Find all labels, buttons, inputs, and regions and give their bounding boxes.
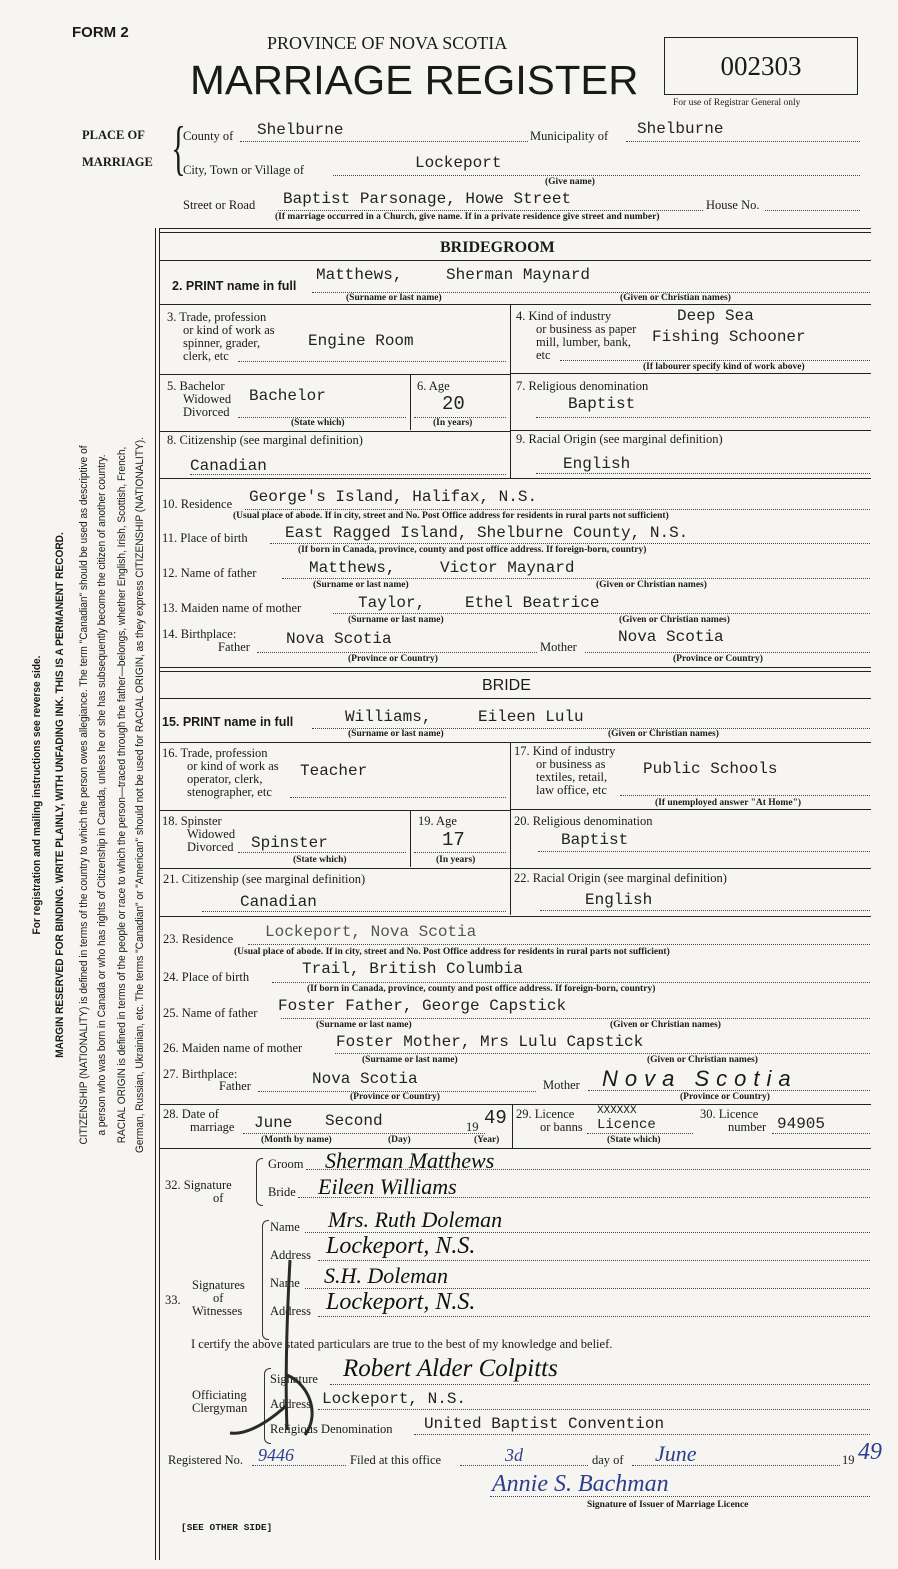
labourer-note: (If labourer specify kind of work above) (643, 362, 805, 372)
year-prefix: 19 (842, 1453, 855, 1467)
groom-mother-surname: Taylor, (358, 594, 426, 612)
licence-or-banns: Licence (597, 1117, 656, 1133)
bride-status-label: 18. Spinster (162, 814, 222, 828)
state-which-note: (State which) (293, 855, 347, 865)
bride-residence-label: 23. Residence (163, 932, 234, 946)
province-note: (Province or Country) (348, 654, 438, 664)
groom-birthplace-label: 11. Place of birth (162, 531, 248, 545)
registrar-number-box: 002303 (664, 37, 858, 95)
label-line: Widowed (187, 827, 236, 841)
state-which-note: (State which) (291, 418, 345, 428)
bride-father-label: 25. Name of father (163, 1006, 258, 1020)
margin-line-instructions: For registration and mailing instructions see reverse side. (31, 655, 43, 935)
bride-age-label: 19. Age (418, 814, 457, 828)
bride-surname: Williams, (345, 708, 432, 726)
filed-month: June (655, 1441, 697, 1466)
label-line: or kind of work as (183, 323, 275, 337)
groom-religion: Baptist (568, 395, 636, 413)
surname-note: (Surname or last name) (346, 293, 442, 303)
witness2-address-label: Address (270, 1304, 311, 1318)
label-line: Divorced (183, 405, 230, 419)
month-note: (Month by name) (261, 1135, 332, 1145)
witness2-name-label: Name (270, 1276, 300, 1290)
groom-name-label: 2. PRINT name in full (172, 279, 297, 293)
surname-note: (Surname or last name) (348, 729, 444, 739)
bride-father: Foster Father, George Capstick (278, 997, 567, 1015)
label-line: clerk, etc (183, 349, 229, 363)
label-line: or kind of work as (187, 759, 279, 773)
label-line: mill, lumber, bank, (536, 335, 631, 349)
bride-name-label: 15. PRINT name in full (162, 715, 294, 729)
groom-surname: Matthews, (316, 266, 403, 284)
groom-residence: George's Island, Halifax, N.S. (249, 488, 538, 506)
bride-industry: Public Schools (643, 760, 778, 778)
year-prefix: 19 (466, 1120, 479, 1134)
county-value: Shelburne (257, 121, 344, 139)
clergyman-label: Officiating (192, 1388, 247, 1402)
province-heading: PROVINCE OF NOVA SCOTIA (267, 33, 508, 53)
father-label: Father (219, 1079, 251, 1093)
bride-mother-label: 26. Maiden name of mother (163, 1041, 303, 1055)
licence-number-label: 30. Licence (700, 1107, 759, 1121)
label-line: of (213, 1191, 224, 1205)
margin-line-racial-2: German, Russian, Ukrainian, etc. The terms "Canadian" or "American" should not be used for RACIAL ORIGIN, as they express CITIZENSHIP (NATIONALITY). (134, 437, 146, 1153)
label-line: Witnesses (192, 1304, 243, 1318)
residence-note: (Usual place of abode. If in city, street and No. Post Office address for residents in rural parts not sufficient) (233, 511, 669, 521)
given-note: (Given or Christian names) (610, 1020, 721, 1030)
city-label: City, Town or Village of (183, 163, 305, 177)
filed-day: 3d (505, 1445, 523, 1465)
house-number-label: House No. (706, 198, 760, 212)
label-line: law office, etc (536, 783, 607, 797)
licence-label: 29. Licence (516, 1107, 575, 1121)
bride-birthplace-label: 24. Place of birth (163, 970, 250, 984)
clergy-address: Lockeport, N.S. (322, 1390, 467, 1408)
bride-birthplace: Trail, British Columbia (302, 960, 523, 978)
brace-icon (256, 1158, 263, 1206)
given-note: (Given or Christian names) (620, 293, 731, 303)
groom-industry-2: Fishing Schooner (652, 328, 806, 346)
groom-father-label: 12. Name of father (162, 566, 257, 580)
province-note: (Province or Country) (673, 654, 763, 664)
day-note: (Day) (388, 1135, 411, 1145)
groom-industry-1: Deep Sea (677, 307, 754, 325)
municipality-label: Municipality of (530, 129, 609, 143)
registrar-note: For use of Registrar General only (673, 98, 801, 108)
groom-father-surname: Matthews, (309, 559, 396, 577)
groom-sig-label: Groom (268, 1157, 304, 1171)
street-value: Baptist Parsonage, Howe Street (283, 190, 572, 208)
bride-mother: Foster Mother, Mrs Lulu Capstick (336, 1033, 644, 1051)
groom-citizenship: Canadian (190, 457, 267, 475)
city-note: (Give name) (545, 177, 595, 187)
bride-heading: BRIDE (482, 677, 531, 694)
bride-trade: Teacher (300, 762, 368, 780)
given-note: (Given or Christian names) (619, 615, 730, 625)
groom-father-given: Victor Maynard (440, 559, 575, 577)
margin-line-binding: MARGIN RESERVED FOR BINDING. WRITE PLAINLY, WITH UNFADING INK. THIS IS A PERMANENT RECORD. (54, 532, 66, 1058)
witness2-address: Lockeport, N.S. (326, 1289, 476, 1315)
surname-note: (Surname or last name) (348, 615, 444, 625)
registered-number: 9446 (258, 1445, 294, 1465)
bride-religion-label: 20. Religious denomination (514, 814, 653, 828)
see-other-side: [SEE OTHER SIDE] (181, 1522, 273, 1533)
groom-residence-label: 10. Residence (162, 497, 233, 511)
year-note: (Year) (474, 1135, 500, 1145)
groom-status: Bachelor (249, 387, 326, 405)
signature-of-label: 32. Signature (165, 1178, 232, 1192)
margin-line-citizenship: CITIZENSHIP (NATIONALITY) is defined in terms of the country to which the person owes allegiance. The term "Canadian" should be used as descriptive of (78, 445, 90, 1145)
pen-mark (225, 1255, 335, 1445)
groom-origin: English (563, 455, 631, 473)
groom-trade: Engine Room (308, 332, 414, 350)
groom-industry-label: 4. Kind of industry (516, 309, 612, 323)
groom-religion-label: 7. Religious denomination (516, 379, 649, 393)
province-note: (Province or Country) (680, 1092, 770, 1102)
marriage-day: Second (325, 1112, 383, 1130)
groom-birthplace-parents-label: 14. Birthplace: (162, 627, 237, 641)
marriage-year: 49 (484, 1107, 507, 1129)
filed-year: 49 (858, 1439, 882, 1465)
bridegroom-heading: BRIDEGROOM (440, 239, 555, 256)
certify-statement: I certify the above stated particulars are true to the best of my knowledge and belief. (191, 1337, 613, 1351)
bride-mother-birthplace: Nova Scotia (602, 1066, 798, 1091)
mother-label: Mother (543, 1078, 580, 1092)
bride-citizenship: Canadian (240, 893, 317, 911)
brace-icon: { (171, 115, 186, 181)
groom-origin-label: 9. Racial Origin (see marginal definition) (516, 432, 723, 446)
bride-trade-label: 16. Trade, profession (162, 746, 268, 760)
given-note: (Given or Christian names) (596, 580, 707, 590)
witness2-name: S.H. Doleman (324, 1263, 449, 1288)
groom-status-label: 5. Bachelor (167, 379, 225, 393)
bride-given-names: Eileen Lulu (478, 708, 584, 726)
page-title: MARRIAGE REGISTER (190, 57, 639, 103)
day-of-label: day of (592, 1453, 624, 1467)
place-label: PLACE OF (82, 128, 145, 142)
bride-age: 17 (442, 829, 465, 851)
witness-number: 33. (165, 1293, 181, 1307)
label-line: marriage (190, 1120, 235, 1134)
street-note: (If marriage occurred in a Church, give name. If in a private residence give street and number) (275, 212, 660, 222)
bride-industry-label: 17. Kind of industry (514, 744, 616, 758)
marriage-month: June (254, 1114, 293, 1132)
registered-no-label: Registered No. (168, 1453, 243, 1467)
bride-birthplace-parents-label: 27. Birthplace: (163, 1067, 238, 1081)
given-note: (Given or Christian names) (647, 1055, 758, 1065)
margin-line-citizenship-2: a person who was born in Canada or who has rights of Citizenship in Canada, unless he or she has subsequently become the citizen of another country. (96, 454, 108, 1136)
licence-struck: XXXXXX (597, 1105, 637, 1117)
state-which-note: (State which) (607, 1135, 661, 1145)
residence-note: (Usual place of abode. If in city, street and No. Post Office address for residents in rural parts not sufficient) (234, 947, 670, 957)
birth-note: (If born in Canada, province, county and post office address. If foreign-born, country) (298, 545, 647, 555)
bride-citizenship-label: 21. Citizenship (see marginal definition) (163, 872, 366, 886)
given-note: (Given or Christian names) (608, 729, 719, 739)
bride-signature: Eileen Williams (318, 1174, 457, 1199)
clergy-signature: Robert Alder Colpitts (343, 1355, 558, 1382)
label-line: stenographer, etc (187, 785, 272, 799)
groom-mother-label: 13. Maiden name of mother (162, 601, 302, 615)
clergy-signature-label: Signature (270, 1372, 318, 1386)
bride-father-birthplace: Nova Scotia (312, 1070, 418, 1088)
groom-age: 20 (442, 393, 465, 415)
issuer-label: Signature of Issuer of Marriage Licence (587, 1500, 749, 1510)
licence-number: 94905 (777, 1115, 826, 1133)
margin-line-racial: RACIAL ORIGIN is defined in terms of the people or race to which the person—traced through the father—belongs, whether English, Irish, Scottish, French, (116, 446, 128, 1144)
mother-label: Mother (540, 640, 577, 654)
label-line: or business as (536, 757, 606, 771)
label-line: or banns (540, 1120, 583, 1134)
clergy-address-label: Address (270, 1397, 311, 1411)
denomination-label: Religious Denomination (270, 1422, 393, 1436)
label-line: number (728, 1120, 767, 1134)
witnesses-label: Signatures (192, 1278, 245, 1292)
label-line: of (213, 1291, 224, 1305)
bride-religion: Baptist (561, 831, 629, 849)
witness1-address: Lockeport, N.S. (326, 1233, 476, 1259)
label-line: Widowed (183, 392, 232, 406)
bride-status: Spinster (251, 834, 328, 852)
marriage-date-label: 28. Date of (163, 1107, 219, 1121)
in-years-note: (In years) (433, 418, 473, 428)
bride-origin: English (585, 891, 653, 909)
marriage-label: MARRIAGE (82, 155, 153, 169)
bride-origin-label: 22. Racial Origin (see marginal definition) (514, 871, 727, 885)
issuer-signature: Annie S. Bachman (492, 1471, 669, 1497)
bride-residence: Lockeport, Nova Scotia (265, 923, 477, 941)
groom-given-names: Sherman Maynard (446, 266, 591, 284)
groom-age-label: 6. Age (417, 379, 450, 393)
label-line: or business as paper (536, 322, 637, 336)
county-label: County of (183, 129, 234, 143)
groom-father-birthplace: Nova Scotia (286, 630, 392, 648)
margin-instructions (0, 290, 150, 1300)
groom-citizenship-label: 8. Citizenship (see marginal definition) (167, 433, 363, 447)
label-line: spinner, grader, (183, 336, 261, 350)
form-number: FORM 2 (72, 24, 129, 41)
city-value: Lockeport (415, 154, 502, 172)
witness1-name-label: Name (270, 1220, 300, 1234)
bride-sig-label: Bride (268, 1185, 296, 1199)
filed-label: Filed at this office (350, 1453, 442, 1467)
street-label: Street or Road (183, 198, 256, 212)
surname-note: (Surname or last name) (362, 1055, 458, 1065)
unemployed-note: (If unemployed answer "At Home") (655, 798, 802, 808)
label-line: Clergyman (192, 1401, 248, 1415)
groom-birthplace: East Ragged Island, Shelburne County, N.S. (285, 524, 689, 542)
label-line: etc (536, 348, 551, 362)
father-label: Father (218, 640, 250, 654)
witness1-address-label: Address (270, 1248, 311, 1262)
birth-note: (If born in Canada, province, county and post office address. If foreign-born, country) (307, 984, 656, 994)
label-line: Divorced (187, 840, 234, 854)
in-years-note: (In years) (436, 855, 476, 865)
witness1-name: Mrs. Ruth Doleman (328, 1207, 503, 1232)
label-line: operator, clerk, (187, 772, 263, 786)
clergy-denomination: United Baptist Convention (424, 1415, 665, 1433)
surname-note: (Surname or last name) (313, 580, 409, 590)
groom-mother-given: Ethel Beatrice (465, 594, 600, 612)
province-note: (Province or Country) (350, 1092, 440, 1102)
groom-mother-birthplace: Nova Scotia (618, 628, 724, 646)
groom-trade-label: 3. Trade, profession (167, 310, 267, 324)
groom-signature: Sherman Matthews (325, 1148, 495, 1173)
surname-note: (Surname or last name) (316, 1020, 412, 1030)
label-line: textiles, retail, (536, 770, 608, 784)
municipality-value: Shelburne (637, 120, 724, 138)
